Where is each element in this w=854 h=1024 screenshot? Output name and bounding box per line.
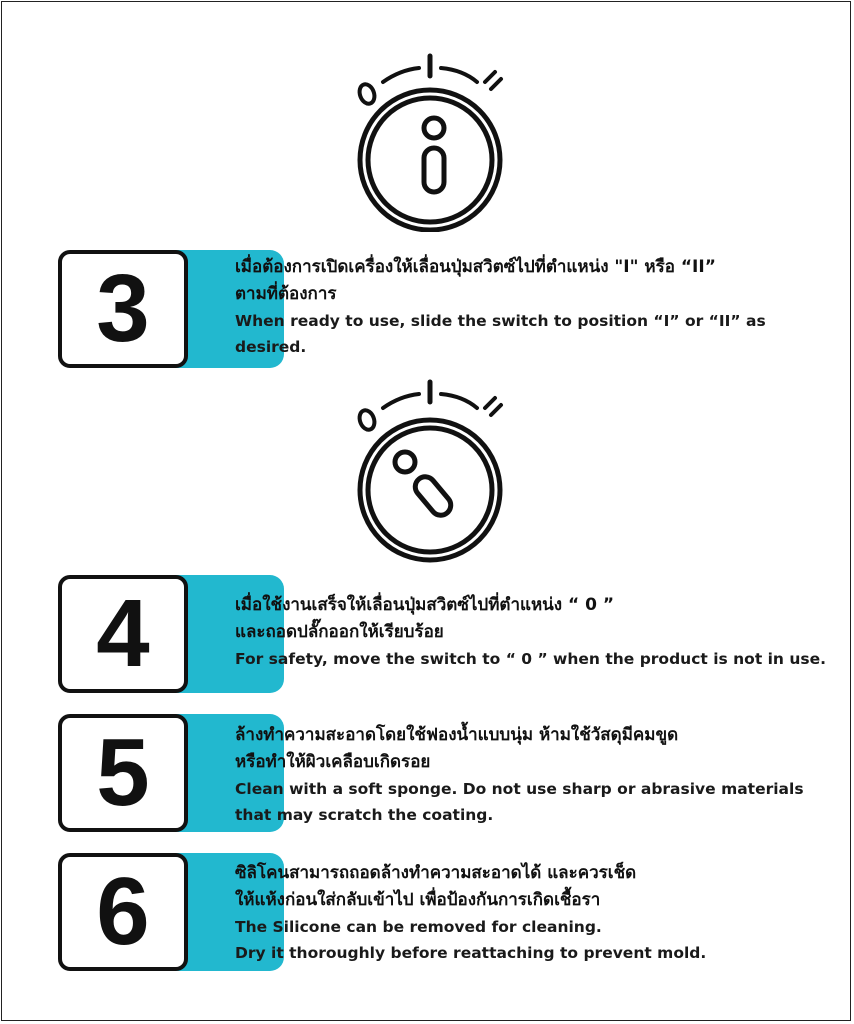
switch-dial-off-icon	[345, 378, 515, 563]
step-5-english-line1: Clean with a soft sponge. Do not use sharp or abrasive materials	[235, 780, 804, 798]
step-5-english-line2: that may scratch the coating.	[235, 806, 494, 824]
step-6-thai-line2: ให้แห้งก่อนใส่กลับเข้าไป เพื่อป้องกันการเกิดเชื้อรา	[235, 890, 601, 910]
step-4-english: For safety, move the switch to “ 0 ” when the product is not in use.	[235, 650, 827, 668]
step-3-english: When ready to use, slide the switch to position “I” or “II” as desired.	[235, 312, 766, 356]
step-5-text	[235, 722, 835, 828]
step-5-thai-line1: ล้างทำความสะอาดโดยใช้ฟองน้ำแบบนุ่ม ห้ามใช้วัสดุมีคมขูด	[235, 725, 679, 745]
step-number: 3	[58, 250, 188, 368]
step-6-text	[235, 860, 835, 966]
step-3-thai-line2: ตามที่ต้องการ	[235, 284, 337, 304]
step-4-text	[235, 592, 835, 672]
step-6-english-line1: The Silicone can be removed for cleaning.	[235, 918, 602, 936]
step-5-thai-line2: หรือทำให้ผิวเคลือบเกิดรอย	[235, 752, 431, 772]
step-4-thai-line2: และถอดปลั๊กออกให้เรียบร้อย	[235, 622, 444, 642]
step-3-thai-line1: เมื่อต้องการเปิดเครื่องให้เลื่อนปุ่มสวิตซ์ไปที่ตำแหน่ง "I" หรือ “II”	[235, 257, 716, 277]
step-6-thai-line1: ซิลิโคนสามารถถอดล้างทำความสะอาดได้ และควรเช็ด	[235, 863, 637, 883]
step-number: 4	[58, 575, 188, 693]
step-number: 6	[58, 853, 188, 971]
switch-dial-on-icon	[345, 52, 515, 232]
step-3-text	[235, 254, 835, 360]
step-6-english-line2: Dry it thoroughly before reattaching to prevent mold.	[235, 944, 707, 962]
step-4-thai-line1: เมื่อใช้งานเสร็จให้เลื่อนปุ่มสวิตซ์ไปที่ตำแหน่ง “ 0 ”	[235, 595, 615, 615]
step-number: 5	[58, 714, 188, 832]
